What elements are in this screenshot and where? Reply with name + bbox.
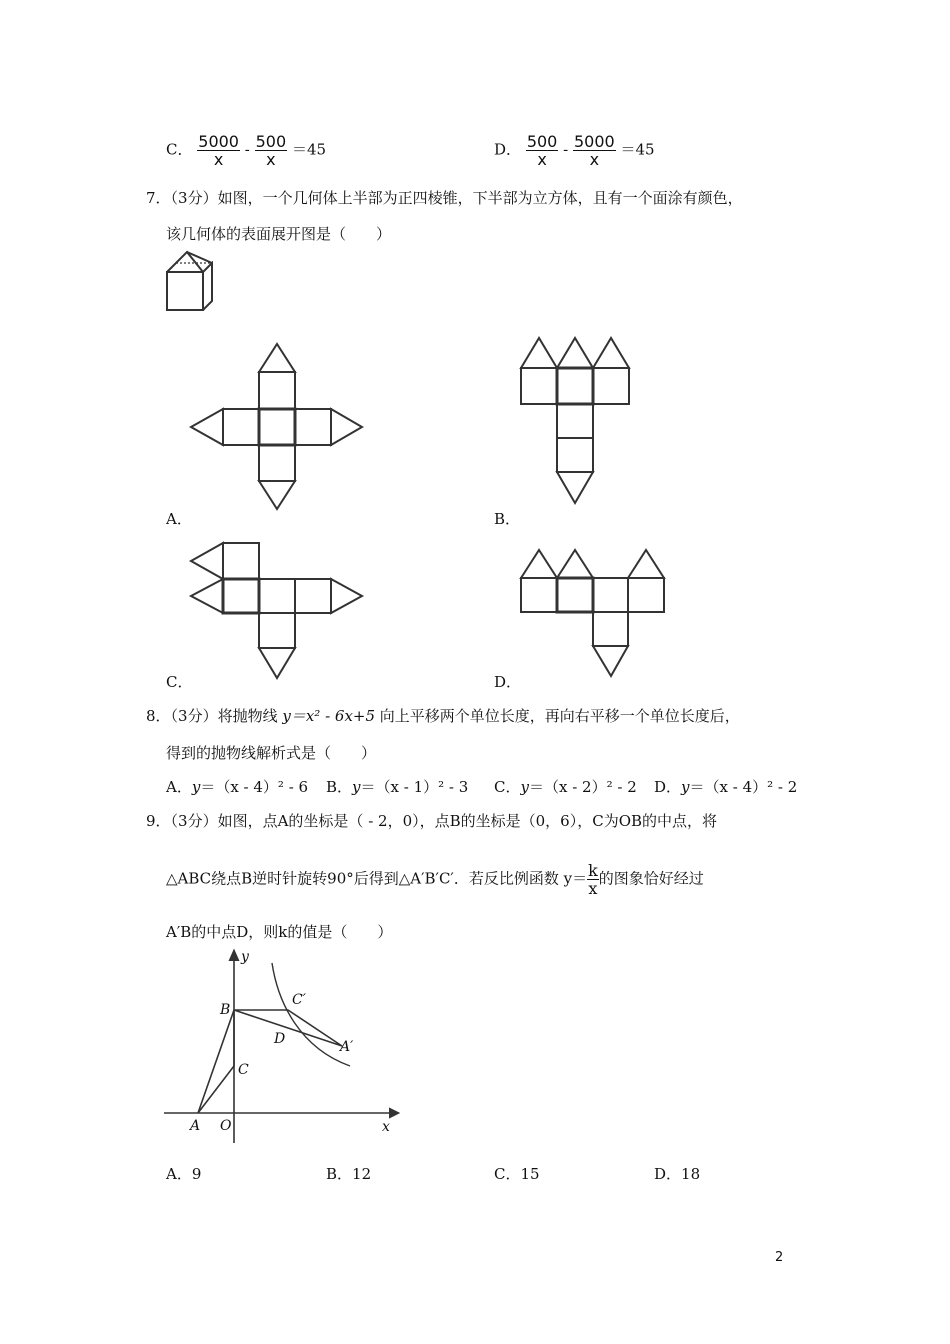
net-triangle — [191, 409, 223, 445]
q6-option-d-label: D． — [494, 140, 522, 159]
y-axis-arrow-icon — [230, 951, 238, 960]
option-var: y — [520, 778, 529, 796]
net-triangle — [593, 338, 629, 368]
q7-stem-line1: 7．（3分）如图，一个几何体上半部为正四棱锥，下半部为立方体，且有一个面涂有颜色， — [146, 189, 743, 207]
net-square — [521, 578, 557, 612]
frac-denominator: x — [266, 150, 276, 169]
net-square — [259, 445, 295, 481]
page-number: 2 — [775, 1250, 784, 1265]
net-square — [521, 368, 557, 404]
net-square — [593, 578, 628, 612]
option-label: B． — [326, 1165, 353, 1183]
label-c-prime: C′ — [292, 992, 306, 1008]
q8-stem-line2: 得到的抛物线解析式是（ ） — [166, 744, 377, 762]
frac-numerator: 500 — [255, 132, 287, 151]
label-c: C — [238, 1062, 249, 1078]
q6-option-d — [494, 133, 655, 168]
label-o: O — [220, 1118, 232, 1134]
minus-sign: - — [563, 140, 569, 159]
option-label: C． — [494, 1165, 521, 1183]
label-y: y — [241, 949, 249, 965]
net-triangle — [331, 579, 362, 613]
q7-option-c-label: C． — [166, 673, 193, 691]
q6-option-d-frac2 — [573, 133, 616, 168]
option-label: D． — [654, 778, 682, 796]
frac-numerator: 5000 — [198, 132, 239, 151]
net-triangle — [557, 472, 593, 503]
option-expr: ＝（x - 4）² - 2 — [689, 778, 798, 796]
net-triangle — [557, 550, 593, 578]
q8-option-b — [326, 776, 468, 797]
q9-option-d — [654, 1163, 700, 1184]
option-expr: ＝（x - 2）² - 2 — [528, 778, 637, 796]
q8-stem-pre: 8．（3分）将抛物线 — [146, 707, 283, 725]
option-expr: ＝（x - 1）² - 3 — [360, 778, 469, 796]
option-value: 15 — [520, 1165, 540, 1183]
option-expr: ＝（x - 4）² - 6 — [200, 778, 309, 796]
net-square — [295, 409, 331, 445]
q7-option-d-net — [515, 545, 675, 680]
net-triangle — [259, 344, 295, 372]
q9-stem-line1: 9．（3分）如图，点A的坐标是（ - 2，0），点B的坐标是（0，6），C为OB的中点，将 — [146, 812, 718, 830]
net-square — [223, 543, 259, 579]
net-square — [557, 438, 593, 472]
q7-option-a-label: A． — [166, 510, 192, 528]
option-label: A． — [166, 1165, 192, 1183]
net-triangle — [593, 646, 628, 676]
option-label: B． — [326, 778, 353, 796]
cube-side-face — [203, 263, 212, 310]
label-a-prime: A′ — [340, 1039, 354, 1055]
q7-option-a-net — [185, 342, 370, 512]
q6-option-c-frac2 — [255, 133, 288, 168]
net-square — [593, 612, 628, 646]
q8-stem-post: 向上平移两个单位长度，再向右平移一个单位长度后， — [375, 707, 740, 725]
net-square — [259, 613, 295, 648]
q9-k-over-x — [587, 862, 599, 897]
net-colored-face — [557, 578, 593, 612]
option-value: 18 — [681, 1165, 701, 1183]
q8-option-a — [166, 776, 308, 797]
q9-coordinate-figure — [160, 948, 405, 1143]
net-square — [259, 372, 295, 409]
net-square — [295, 579, 331, 613]
q9-stem-pre: △ABC绕点B逆时针旋转90°后得到△A′B′C′．若反比例函数 y＝ — [166, 869, 588, 888]
frac-denominator: x — [213, 150, 224, 169]
minus-sign: - — [244, 140, 250, 159]
q8-option-c — [494, 776, 637, 797]
q9-stem-post: 的图象恰好经过 — [598, 869, 704, 888]
cube-front-face — [167, 272, 203, 310]
net-square — [259, 579, 295, 613]
label-x: x — [382, 1119, 390, 1135]
option-label: D． — [654, 1165, 682, 1183]
q9-option-b — [326, 1163, 371, 1184]
net-colored-face — [223, 579, 259, 613]
equals-value: ＝45 — [620, 140, 655, 159]
q6-option-c-label: C． — [166, 140, 193, 159]
net-triangle — [521, 550, 557, 578]
q7-solid-figure — [160, 250, 220, 315]
equals-value: ＝45 — [291, 140, 327, 159]
q8-parabola: y＝x² - 6x+5 — [282, 707, 376, 725]
label-a: A — [190, 1118, 201, 1134]
q6-option-d-frac1 — [526, 133, 559, 168]
net-triangle — [521, 338, 557, 368]
option-value: 12 — [352, 1165, 372, 1183]
triangle-abc — [198, 1010, 234, 1113]
q8-option-d — [654, 776, 797, 797]
net-colored-face — [259, 409, 295, 445]
q9-option-c — [494, 1163, 540, 1184]
pyramid-front — [167, 252, 203, 272]
q6-option-c — [166, 133, 326, 168]
net-triangle — [259, 481, 295, 509]
frac-numerator: k — [588, 861, 598, 880]
option-var: y — [681, 778, 690, 796]
hyperbola-curve — [272, 963, 350, 1066]
net-square — [259, 409, 295, 445]
option-label: A． — [166, 778, 192, 796]
frac-denominator: x — [588, 879, 598, 898]
q8-stem-line1 — [146, 705, 740, 726]
net-square — [628, 578, 664, 612]
option-label: C． — [494, 778, 521, 796]
net-square — [593, 368, 629, 404]
frac-denominator: x — [537, 150, 547, 169]
option-value: 9 — [191, 1165, 202, 1183]
frac-numerator: 500 — [526, 132, 558, 151]
q7-option-d-label: D． — [494, 673, 522, 691]
q7-option-b-net — [515, 333, 640, 513]
net-square — [223, 409, 259, 445]
net-triangle — [191, 543, 223, 579]
triangle-a-prime-b-c-prime — [234, 1010, 342, 1046]
frac-numerator: 5000 — [574, 132, 615, 151]
q6-option-c-frac1 — [197, 133, 240, 168]
option-var: y — [191, 778, 201, 796]
net-colored-face — [557, 368, 593, 404]
q7-option-b-label: B． — [494, 510, 521, 528]
label-b: B — [220, 1002, 231, 1018]
net-triangle — [557, 338, 593, 368]
q7-stem-line2: 该几何体的表面展开图是（ ） — [166, 225, 392, 243]
net-triangle — [191, 579, 223, 613]
option-var: y — [352, 778, 361, 796]
q9-stem-line2 — [166, 862, 704, 897]
net-triangle — [259, 648, 295, 678]
q9-option-a — [166, 1163, 201, 1184]
q7-option-c-net — [185, 538, 370, 683]
label-d: D — [274, 1031, 286, 1047]
net-triangle — [331, 409, 362, 445]
q9-stem-line3: A′B的中点D，则k的值是（ ） — [166, 923, 393, 941]
net-triangle — [628, 550, 664, 578]
frac-denominator: x — [589, 150, 600, 169]
x-axis-arrow-icon — [390, 1109, 398, 1117]
net-square — [557, 404, 593, 438]
